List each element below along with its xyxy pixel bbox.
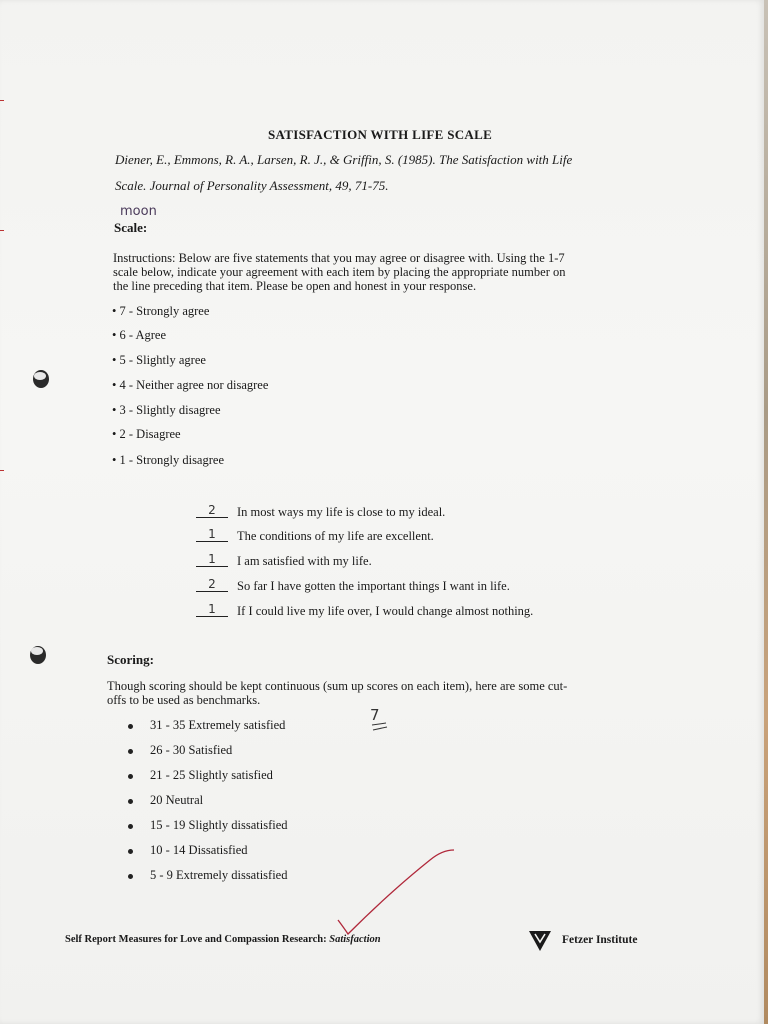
citation-line-2: Scale. Journal of Personality Assessment, 49, 71-75.	[115, 178, 389, 193]
footer-publisher: Fetzer Institute	[562, 934, 638, 946]
bullet	[128, 799, 133, 804]
cutoff-item: 21 - 25 Slightly satisfied	[150, 768, 273, 782]
scoring-text-line-2: offs to be used as benchmarks.	[107, 693, 261, 707]
footer-source-topic: Satisfaction	[329, 934, 381, 945]
item-statement: The conditions of my life are excellent.	[237, 529, 434, 543]
scale-option: • 1 - Strongly disagree	[112, 453, 224, 467]
bullet	[128, 749, 133, 754]
bullet	[128, 824, 133, 829]
answer-blank[interactable]: 1	[196, 552, 228, 567]
scale-option: • 4 - Neither agree nor disagree	[112, 378, 269, 392]
scale-option: • 3 - Slightly disagree	[112, 403, 221, 417]
scale-option: • 7 - Strongly agree	[112, 304, 210, 318]
scale-option: • 2 - Disagree	[112, 427, 181, 441]
cutoff-item: 31 - 35 Extremely satisfied	[150, 718, 286, 732]
footer-source	[65, 934, 381, 945]
fetzer-logo-icon	[528, 930, 552, 952]
bullet	[128, 849, 133, 854]
item-statement: I am satisfied with my life.	[237, 554, 372, 568]
handwritten-underline	[370, 722, 390, 732]
cutoff-item: 26 - 30 Satisfied	[150, 743, 233, 757]
item-statement: So far I have gotten the important things I want in life.	[237, 579, 510, 593]
answer-blank[interactable]: 2	[196, 503, 228, 518]
scale-option: • 5 - Slightly agree	[112, 353, 206, 367]
answer-blank[interactable]: 2	[196, 577, 228, 592]
answer-blank[interactable]: 1	[196, 602, 228, 617]
edge-mark	[0, 100, 4, 101]
footer-source-text: Self Report Measures for Love and Compassion Research:	[65, 934, 330, 945]
cutoff-item: 5 - 9 Extremely dissatisfied	[150, 868, 288, 882]
red-check-mark	[330, 842, 460, 942]
cutoff-item: 10 - 14 Dissatisfied	[150, 843, 248, 857]
bullet	[128, 774, 133, 779]
bullet	[128, 874, 133, 879]
punch-hole-icon	[31, 368, 51, 390]
scale-label: Scale:	[114, 220, 148, 235]
instructions-line-3: the line preceding that item. Please be open and honest in your response.	[113, 279, 477, 293]
scale-option: • 6 - Agree	[112, 328, 167, 342]
cutoff-item: 15 - 19 Slightly dissatisfied	[150, 818, 288, 832]
item-statement: In most ways my life is close to my ideal.	[237, 505, 446, 519]
scoring-text-line-1: Though scoring should be kept continuous (sum up scores on each item), here are some cut-	[107, 679, 568, 693]
answer-blank[interactable]: 1	[196, 527, 228, 542]
cutoff-item: 20 Neutral	[150, 793, 204, 807]
edge-mark	[0, 470, 4, 471]
item-statement: If I could live my life over, I would change almost nothing.	[237, 604, 534, 618]
instructions-line-2: scale below, indicate your agreement with each item by placing the appropriate number on	[113, 265, 566, 279]
citation-line-1: Diener, E., Emmons, R. A., Larsen, R. J., & Griffin, S. (1985). The Satisfaction with Life	[115, 152, 573, 167]
page-edge	[764, 0, 768, 1024]
punch-hole-icon	[28, 644, 48, 666]
scoring-label: Scoring:	[107, 652, 154, 667]
instructions-line-1: Instructions: Below are five statements that you may agree or disagree with. Using the 1-7	[113, 251, 565, 265]
handwritten-note: moon	[120, 204, 157, 219]
bullet	[128, 724, 133, 729]
handwritten-total: 7	[370, 706, 380, 724]
document-title: SATISFACTION WITH LIFE SCALE	[268, 127, 493, 142]
edge-mark	[0, 230, 4, 231]
